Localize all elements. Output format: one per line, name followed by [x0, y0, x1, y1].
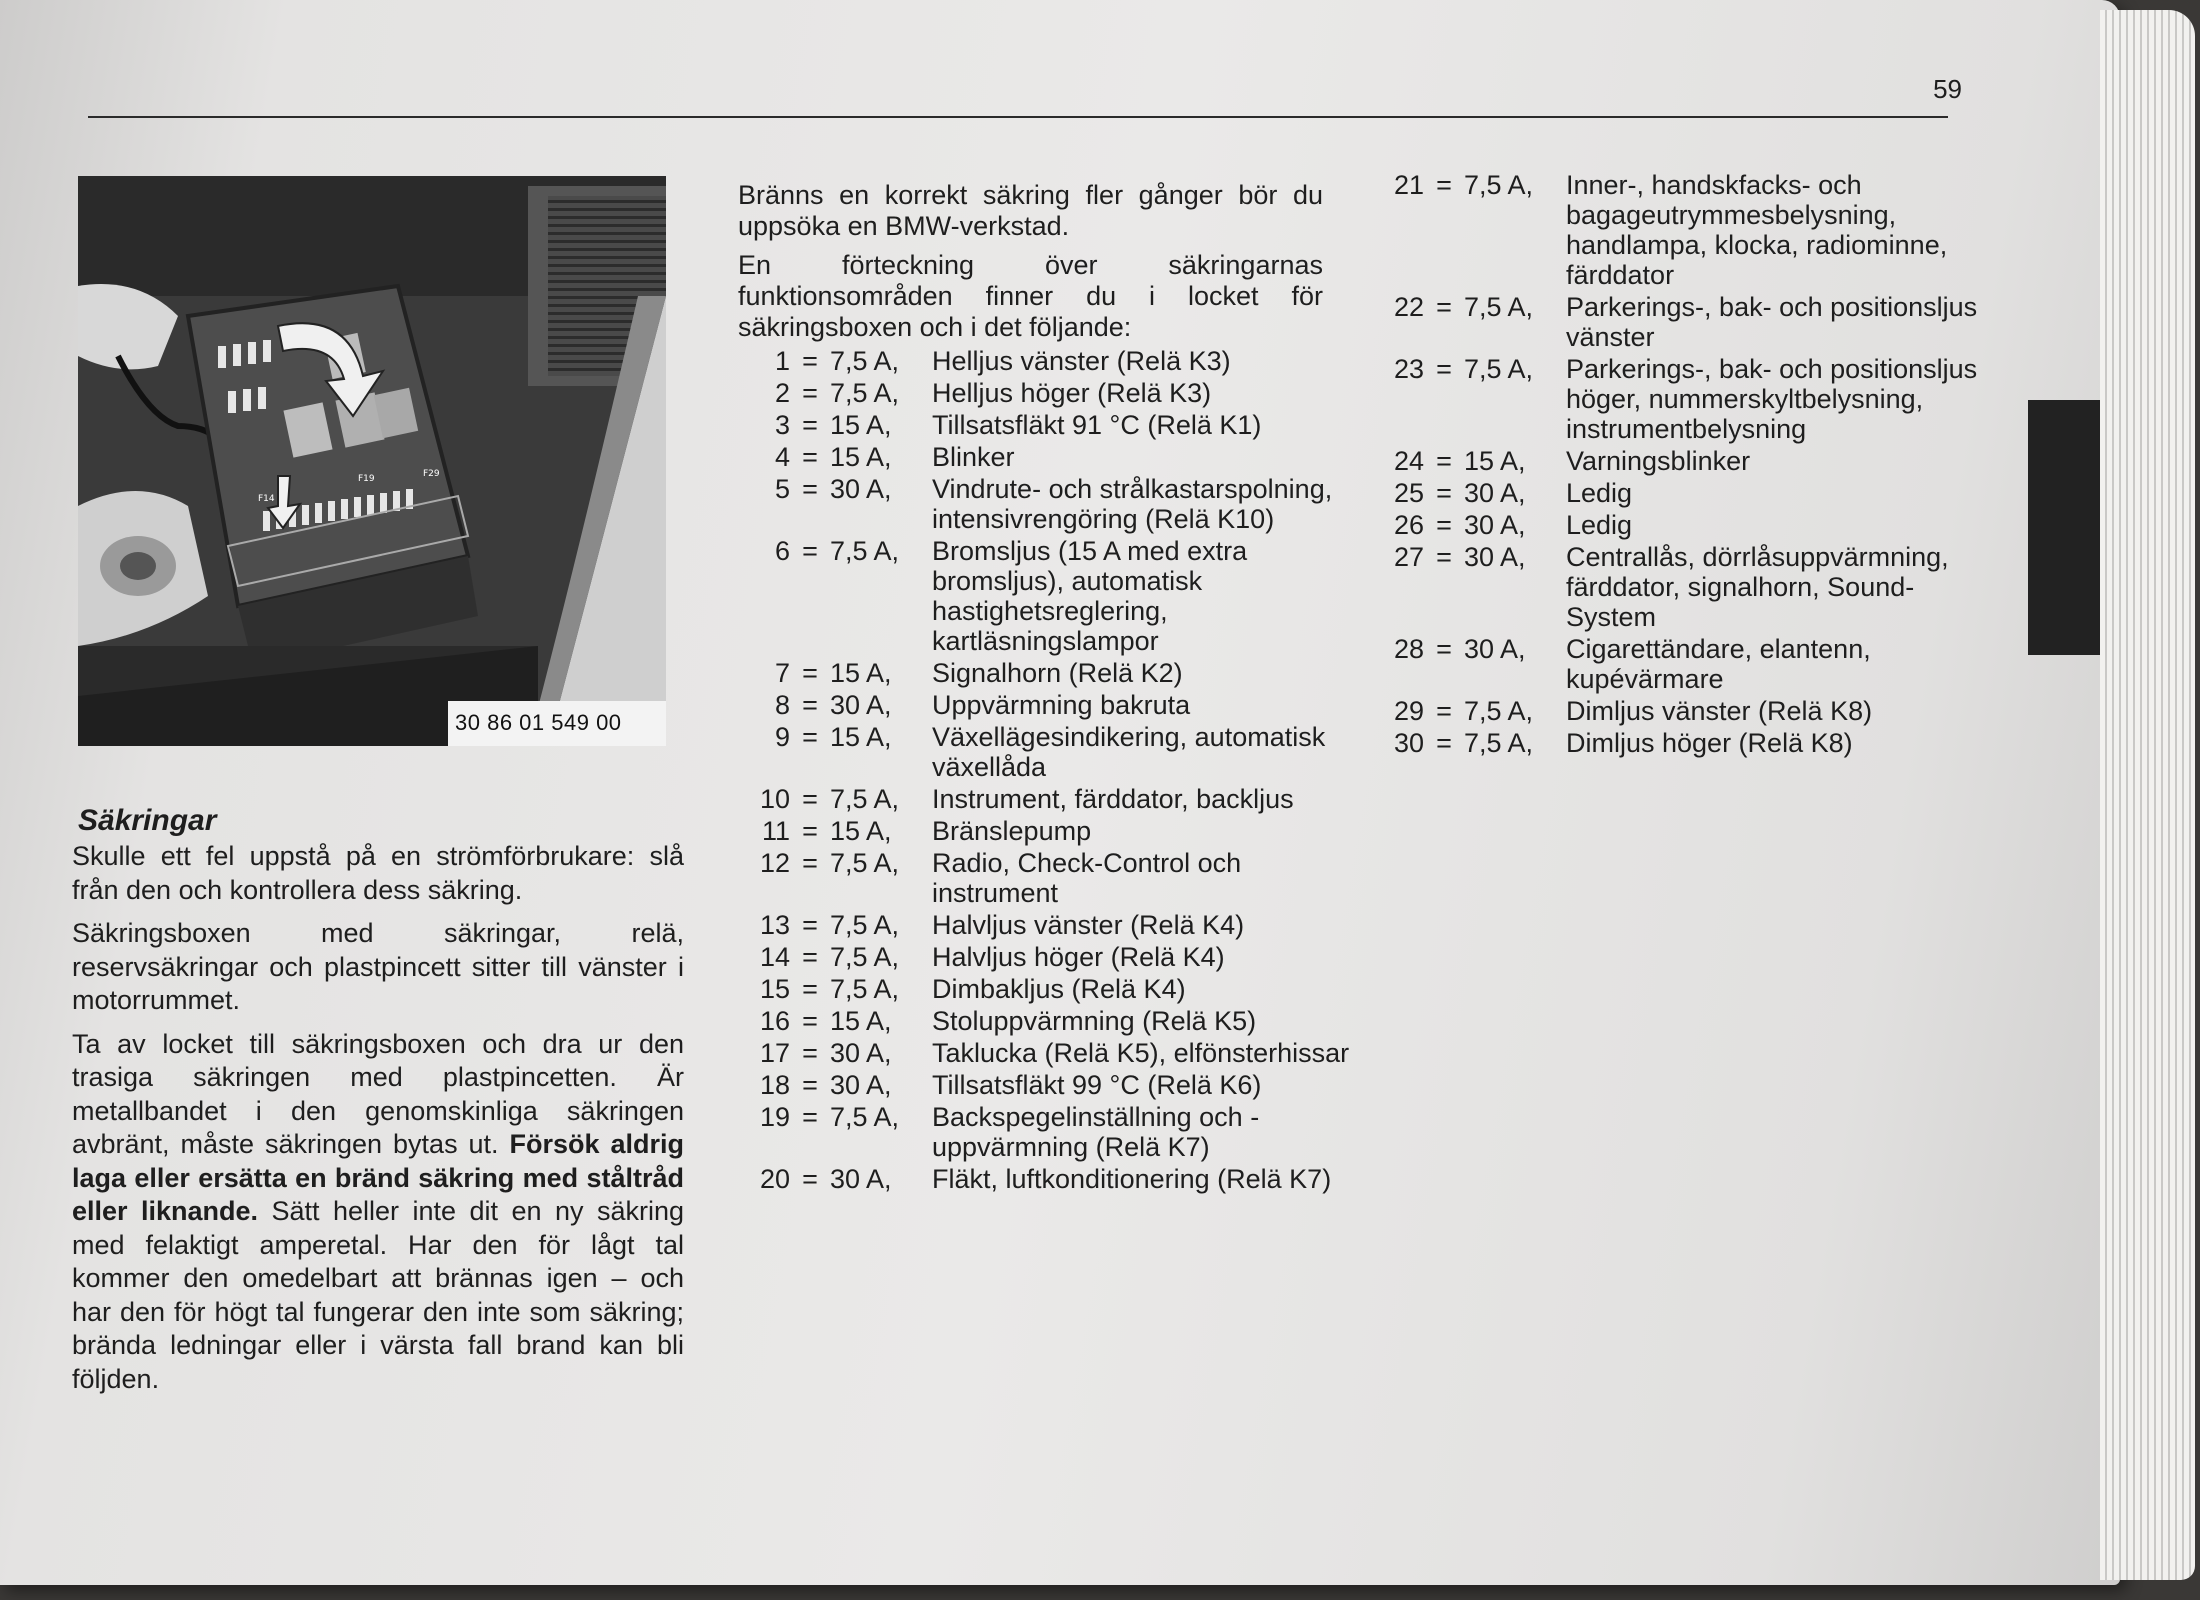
- fuse-equals: =: [1436, 170, 1452, 200]
- paragraph-3-tail: Sätt heller inte dit en ny säkring med felaktigt amperetal. Har den för lågt tal kommer den omedelbart att brännas igen – och har den för högt tal fungerar den inte som säkring; brända ledningar eller i värsta fall brand kan bli följden.: [72, 1196, 684, 1394]
- fuse-number: 26: [1393, 510, 1424, 540]
- fuse-description: Parkerings-, bak- och positionsljus vänster: [1566, 292, 1978, 352]
- fuse-amperage: 7,5 A,: [830, 942, 900, 972]
- fuse-equals: =: [802, 910, 818, 940]
- fuse-description: Backspegelinställning och -uppvärmning (Relä K7): [932, 1102, 1260, 1162]
- fuse-description: Ledig: [1566, 510, 1633, 540]
- fuse-description: Helljus höger (Relä K3): [932, 378, 1212, 408]
- fuse-label-f19: F19: [358, 474, 375, 484]
- fuse-intro: [738, 180, 1323, 351]
- fuse-amperage: 7,5 A,: [830, 536, 900, 566]
- fuse-amperage: 7,5 A,: [830, 910, 900, 940]
- fuse-number: 15: [759, 974, 790, 1004]
- paragraph-2: Säkringsboxen med säkringar, relä, reservsäkringar och plastpincett sitter till vänster i motorrummet.: [72, 918, 684, 1015]
- fuse-number: 28: [1393, 634, 1424, 664]
- fuse-description: Dimljus höger (Relä K8): [1566, 728, 1853, 758]
- fuse-description: Ledig: [1566, 478, 1633, 508]
- fuse-number: 3: [774, 410, 790, 440]
- fuse-equals: =: [802, 410, 818, 440]
- fuse-equals: =: [1436, 292, 1452, 322]
- header-rule: [88, 116, 1948, 118]
- fuse-amperage: 7,5 A,: [1464, 354, 1534, 384]
- fuse-entry: [748, 1038, 1358, 1068]
- fuse-equals: =: [802, 1164, 818, 1194]
- fuse-amperage: 7,5 A,: [830, 378, 900, 408]
- fuse-box-illustration: [78, 176, 666, 746]
- fuse-number: 10: [759, 784, 790, 814]
- fuse-amperage: 7,5 A,: [830, 848, 900, 878]
- page-number: 59: [1933, 74, 1962, 104]
- intro-paragraph-1: Bränns en korrekt säkring fler gånger bör du uppsöka en BMW-verkstad.: [738, 180, 1323, 241]
- fuse-number: 30: [1393, 728, 1424, 758]
- fuse-number: 7: [774, 658, 790, 688]
- fuse-number: 4: [774, 442, 790, 472]
- fuse-description: Halvljus höger (Relä K4): [932, 942, 1225, 972]
- fuse-description: Radio, Check-Control och instrument: [932, 848, 1242, 908]
- fuse-equals: =: [802, 1070, 818, 1100]
- fuse-number: 20: [759, 1164, 790, 1194]
- fuse-number: 19: [759, 1102, 790, 1132]
- fuse-entry: [748, 1164, 1358, 1194]
- fuse-amperage: 30 A,: [830, 690, 892, 720]
- fuse-number: 6: [774, 536, 790, 566]
- fuse-description: Signalhorn (Relä K2): [932, 658, 1183, 688]
- fuse-entry: [1380, 728, 2000, 758]
- fuse-entry: [748, 910, 1358, 940]
- photo-caption: 30 86 01 549 00: [455, 710, 622, 735]
- fuse-entry: [748, 346, 1358, 376]
- fuse-list-21-30: [1380, 170, 2000, 760]
- fuse-amperage: 7,5 A,: [830, 784, 900, 814]
- fuse-amperage: 15 A,: [830, 442, 892, 472]
- fuse-number: 16: [759, 1006, 790, 1036]
- fuse-description: Cigarettändare, elantenn, kupévärmare: [1566, 634, 1871, 694]
- fuse-equals: =: [802, 378, 818, 408]
- fuse-equals: =: [1436, 510, 1452, 540]
- fuse-entry: [1380, 446, 2000, 476]
- fuse-entry: [748, 1102, 1358, 1162]
- fuse-label-f29: F29: [423, 469, 440, 479]
- fuse-entry: [1380, 634, 2000, 694]
- fuse-equals: =: [1436, 478, 1452, 508]
- fuse-entry: [748, 816, 1358, 846]
- section-title: Säkringar: [78, 804, 217, 837]
- fuse-description: Halvljus vänster (Relä K4): [932, 910, 1245, 940]
- fuse-amperage: 30 A,: [1464, 634, 1526, 664]
- fuse-equals: =: [802, 658, 818, 688]
- fuse-number: 18: [759, 1070, 790, 1100]
- fuse-amperage: 7,5 A,: [1464, 292, 1534, 322]
- fuse-equals: =: [1436, 696, 1452, 726]
- fuse-amperage: 7,5 A,: [1464, 728, 1534, 758]
- fuse-entry: [1380, 542, 2000, 632]
- fuse-entry: [748, 848, 1358, 908]
- fuse-equals: =: [802, 942, 818, 972]
- fuse-entry: [1380, 510, 2000, 540]
- fuse-number: 11: [761, 816, 790, 846]
- fuse-amperage: 15 A,: [1464, 446, 1526, 476]
- fuse-description: Tillsatsfläkt 91 °C (Relä K1): [932, 410, 1262, 440]
- fuse-number: 12: [759, 848, 790, 878]
- page-edges: [2100, 10, 2195, 1580]
- fuse-amperage: 30 A,: [830, 1070, 892, 1100]
- fuse-amperage: 30 A,: [1464, 542, 1526, 572]
- fuse-amperage: 30 A,: [830, 1164, 892, 1194]
- paragraph-1: Skulle ett fel uppstå på en strömförbrukare: slå från den och kontrollera dess säkring.: [72, 841, 684, 905]
- fuse-entry: [1380, 478, 2000, 508]
- fuse-description: Stoluppvärmning (Relä K5): [932, 1006, 1257, 1036]
- fuse-entry: [748, 784, 1358, 814]
- fuse-description: Växellägesindikering, automatisk växellåda: [932, 722, 1326, 782]
- fuse-equals: =: [1436, 446, 1452, 476]
- fuse-description: Helljus vänster (Relä K3): [932, 346, 1231, 376]
- fuse-equals: =: [802, 722, 818, 752]
- fuse-amperage: 7,5 A,: [1464, 170, 1534, 200]
- fuse-entry: [1380, 354, 2000, 444]
- fuse-equals: =: [802, 1038, 818, 1068]
- fuse-number: 27: [1393, 542, 1424, 572]
- fuse-amperage: 30 A,: [1464, 478, 1526, 508]
- left-column-text: [72, 840, 684, 1406]
- fuse-entry: [748, 658, 1358, 688]
- warning-text: Försök aldrig laga eller ersätta en bränd säkring med ståltråd eller liknande.: [72, 1129, 685, 1226]
- fuse-equals: =: [802, 690, 818, 720]
- fuse-description: Bränslepump: [932, 816, 1092, 846]
- fuse-description: Vindrute- och strålkastarspolning, intensivrengöring (Relä K10): [932, 474, 1333, 534]
- paragraph-3-text: Ta av locket till säkringsboxen och dra ur den trasiga säkringen med plastpincetten. Är metallbandet i den genomskinliga säkringen avbränt, måste säkringen bytas ut.: [72, 1028, 684, 1159]
- fuse-amperage: 7,5 A,: [830, 974, 900, 1004]
- fuse-amperage: 15 A,: [830, 658, 892, 688]
- fuse-entry: [1380, 292, 2000, 352]
- fuse-amperage: 15 A,: [830, 1006, 892, 1036]
- fuse-equals: =: [802, 346, 818, 376]
- fuse-description: Varningsblinker: [1566, 446, 1751, 476]
- fuse-entry: [1380, 170, 2000, 290]
- fuse-entry: [748, 974, 1358, 1004]
- fuse-entry: [748, 378, 1358, 408]
- fuse-number: 5: [774, 474, 790, 504]
- fuse-equals: =: [802, 974, 818, 1004]
- fuse-label-f14: F14: [258, 494, 275, 504]
- fuse-number: 25: [1393, 478, 1424, 508]
- fuse-entry: [748, 442, 1358, 472]
- fuse-description: Uppvärmning bakruta: [932, 690, 1191, 720]
- fuse-description: Dimljus vänster (Relä K8): [1566, 696, 1873, 726]
- fuse-list-1-20: [748, 346, 1358, 1196]
- fuse-number: 1: [774, 346, 790, 376]
- fuse-entry: [748, 1006, 1358, 1036]
- fuse-equals: =: [1436, 354, 1452, 384]
- fuse-amperage: 30 A,: [1464, 510, 1526, 540]
- fuse-description: Instrument, färddator, backljus: [932, 784, 1294, 814]
- fuse-equals: =: [1436, 728, 1452, 758]
- fuse-amperage: 15 A,: [830, 722, 892, 752]
- fuse-number: 29: [1393, 696, 1424, 726]
- fuse-description: Blinker: [932, 442, 1015, 472]
- fuse-description: Taklucka (Relä K5), elfönsterhissar: [932, 1038, 1350, 1068]
- fuse-number: 24: [1393, 446, 1424, 476]
- fuse-number: 22: [1393, 292, 1424, 322]
- fuse-amperage: 15 A,: [830, 410, 892, 440]
- fuse-amperage: 30 A,: [830, 474, 892, 504]
- fuse-amperage: 7,5 A,: [830, 1102, 900, 1132]
- fuse-description: Fläkt, luftkonditionering (Relä K7): [932, 1164, 1332, 1194]
- fuse-number: 8: [774, 690, 790, 720]
- fuse-equals: =: [1436, 542, 1452, 572]
- fuse-number: 9: [774, 722, 790, 752]
- fuse-description: Parkerings-, bak- och positionsljus höger, nummerskyltbelysning, instrumentbelysning: [1566, 354, 1978, 444]
- fuse-description: Centrallås, dörrlåsuppvärmning, färddator, signalhorn, Sound-System: [1566, 542, 1949, 632]
- fuse-entry: [748, 722, 1358, 782]
- fuse-amperage: 30 A,: [830, 1038, 892, 1068]
- fuse-entry: [748, 536, 1358, 656]
- fuse-number: 2: [774, 378, 790, 408]
- fuse-entry: [1380, 696, 2000, 726]
- fuse-equals: =: [802, 474, 818, 504]
- fuse-equals: =: [1436, 634, 1452, 664]
- fuse-entry: [748, 1070, 1358, 1100]
- paragraph-3: [72, 1028, 684, 1397]
- fuse-equals: =: [802, 442, 818, 472]
- fuse-equals: =: [802, 816, 818, 846]
- fuse-description: Dimbakljus (Relä K4): [932, 974, 1186, 1004]
- fuse-entry: [748, 690, 1358, 720]
- fuse-number: 17: [759, 1038, 790, 1068]
- fuse-amperage: 7,5 A,: [1464, 696, 1534, 726]
- fuse-number: 21: [1393, 170, 1424, 200]
- fuse-description: Bromsljus (15 A med extra bromsljus), automatisk hastighetsreglering, kartläsningslampor: [932, 536, 1248, 656]
- intro-paragraph-2: En förteckning över säkringarnas funktionsområden finner du i locket för säkringsboxen och i det följande:: [738, 250, 1323, 342]
- fuse-description: Tillsatsfläkt 99 °C (Relä K6): [932, 1070, 1262, 1100]
- fuse-entry: [748, 942, 1358, 972]
- fuse-equals: =: [802, 1006, 818, 1036]
- fuse-entry: [748, 410, 1358, 440]
- fuse-amperage: 15 A,: [830, 816, 892, 846]
- fuse-number: 13: [759, 910, 790, 940]
- fuse-equals: =: [802, 536, 818, 566]
- fuse-equals: =: [802, 848, 818, 878]
- fuse-box-photo: [78, 176, 666, 746]
- fuse-number: 23: [1393, 354, 1424, 384]
- fuse-entry: [748, 474, 1358, 534]
- fuse-equals: =: [802, 1102, 818, 1132]
- fuse-number: 14: [759, 942, 790, 972]
- fuse-description: Inner-, handskfacks- och bagageutrymmesbelysning, handlampa, klocka, radiominne, färddator: [1566, 170, 1948, 290]
- fuse-amperage: 7,5 A,: [830, 346, 900, 376]
- fuse-equals: =: [802, 784, 818, 814]
